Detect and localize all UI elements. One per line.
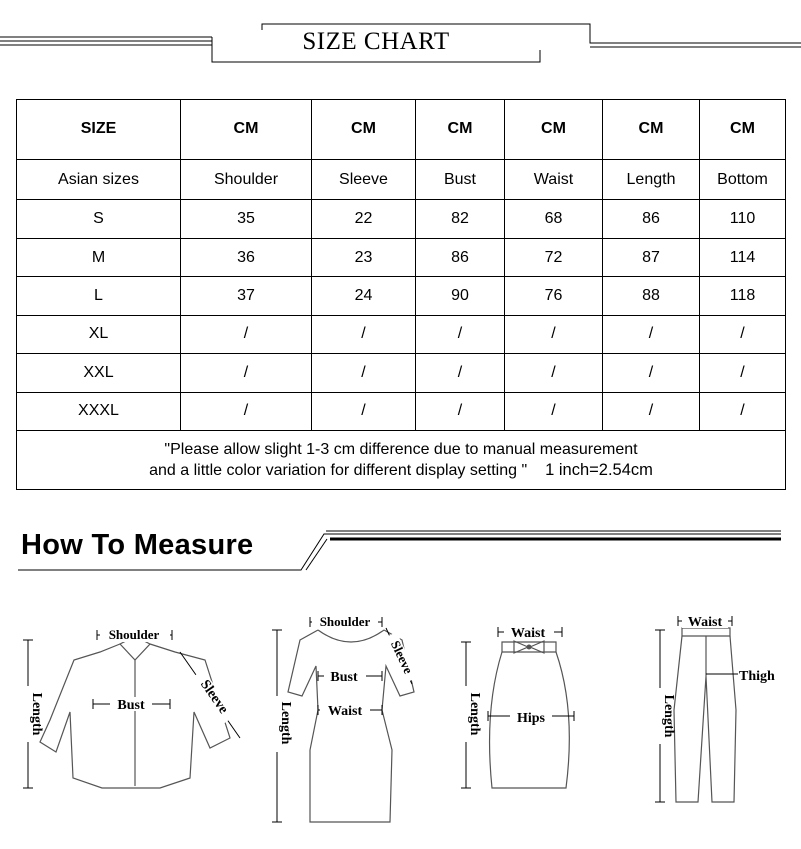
skirt-hips-label: Hips: [516, 711, 546, 726]
table-cell: /: [416, 315, 505, 353]
table-cell: 22: [312, 200, 416, 238]
size-chart-title: SIZE CHART: [302, 28, 450, 55]
column-header: Sleeve: [312, 159, 416, 200]
garment-diagrams: [0, 600, 801, 844]
table-cell: 76: [505, 277, 603, 315]
table-cell: 24: [312, 277, 416, 315]
dress-sleeve-label: Sleeve: [387, 638, 417, 676]
dress-length-label: Length: [278, 701, 293, 745]
garment-svg: [0, 600, 801, 844]
shirt-shoulder-label: Shoulder: [108, 627, 160, 642]
table-cell: /: [700, 392, 786, 430]
table-cell: 90: [416, 277, 505, 315]
table-cell: 68: [505, 200, 603, 238]
measurement-note: [17, 431, 786, 490]
size-cell: XL: [17, 315, 181, 353]
unit-cell: CM: [416, 100, 505, 160]
table-cell: 86: [416, 238, 505, 276]
size-cell: L: [17, 277, 181, 315]
table-cell: /: [603, 392, 700, 430]
size-cell: S: [17, 200, 181, 238]
column-header: Bust: [416, 159, 505, 200]
skirt-length-label: Length: [467, 692, 482, 736]
table-cell: 72: [505, 238, 603, 276]
column-header: Asian sizes: [17, 159, 181, 200]
table-cell: 36: [181, 238, 312, 276]
inch-conversion: 1 inch=2.54cm: [545, 461, 653, 480]
unit-cell: CM: [181, 100, 312, 160]
pants-icon: [674, 628, 736, 802]
table-cell: /: [312, 354, 416, 392]
table-cell: 86: [603, 200, 700, 238]
shirt-icon: [40, 640, 230, 788]
table-cell: /: [505, 315, 603, 353]
skirt-waist-label: Waist: [510, 626, 546, 641]
unit-cell: CM: [603, 100, 700, 160]
size-chart-header: [0, 0, 801, 70]
table-cell: 110: [700, 200, 786, 238]
skirt-bow-icon: [527, 645, 532, 650]
note-line-1: "Please allow slight 1-3 cm difference due to manual measurement: [164, 441, 638, 459]
shirt-diagram: [20, 627, 240, 788]
dress-bust-label: Bust: [330, 670, 358, 685]
pants-diagram: [652, 614, 775, 802]
unit-row: [17, 100, 786, 160]
table-cell: /: [505, 392, 603, 430]
table-cell: 87: [603, 238, 700, 276]
table-cell: /: [312, 315, 416, 353]
unit-cell: CM: [505, 100, 603, 160]
size-cell: XXL: [17, 354, 181, 392]
table-row: [17, 200, 786, 238]
shirt-length-label: Length: [29, 692, 44, 736]
table-cell: /: [700, 354, 786, 392]
note-line-2-text: and a little color variation for different display setting ": [149, 462, 528, 480]
table-cell: /: [416, 392, 505, 430]
how-to-measure-header: [0, 515, 801, 585]
table-cell: /: [181, 392, 312, 430]
note-row: [17, 431, 786, 490]
table-cell: /: [181, 354, 312, 392]
column-header: Length: [603, 159, 700, 200]
table-cell: 118: [700, 277, 786, 315]
table-cell: /: [603, 354, 700, 392]
pants-thigh-label: Thigh: [739, 669, 775, 684]
table-row: [17, 238, 786, 276]
column-header: Waist: [505, 159, 603, 200]
dress-waist-label: Waist: [327, 704, 363, 719]
skirt-diagram: [458, 625, 574, 788]
shirt-sleeve-label: Sleeve: [197, 677, 231, 717]
table-cell: 35: [181, 200, 312, 238]
size-cell: XXXL: [17, 392, 181, 430]
table-row: [17, 354, 786, 392]
table-cell: 88: [603, 277, 700, 315]
table-cell: /: [416, 354, 505, 392]
header-row: [17, 159, 786, 200]
table-cell: /: [312, 392, 416, 430]
table-cell: 37: [181, 277, 312, 315]
dress-shoulder-label: Shoulder: [319, 614, 371, 629]
table-cell: /: [700, 315, 786, 353]
column-header: Bottom: [700, 159, 786, 200]
table-cell: 114: [700, 238, 786, 276]
note-line-2: [17, 460, 785, 481]
column-header: Shoulder: [181, 159, 312, 200]
table-row: [17, 277, 786, 315]
table-cell: /: [181, 315, 312, 353]
shirt-bust-label: Bust: [117, 698, 145, 713]
table-cell: /: [505, 354, 603, 392]
size-table: [16, 99, 786, 490]
pants-waist-label: Waist: [687, 615, 723, 630]
pants-length-label: Length: [661, 694, 676, 738]
table-cell: /: [603, 315, 700, 353]
dress-diagram: [269, 614, 418, 822]
size-cell: M: [17, 238, 181, 276]
size-label: SIZE: [17, 100, 181, 160]
table-cell: 82: [416, 200, 505, 238]
unit-cell: CM: [700, 100, 786, 160]
table-row: [17, 315, 786, 353]
how-to-measure-title: How To Measure: [21, 529, 254, 561]
unit-cell: CM: [312, 100, 416, 160]
table-cell: 23: [312, 238, 416, 276]
table-row: [17, 392, 786, 430]
